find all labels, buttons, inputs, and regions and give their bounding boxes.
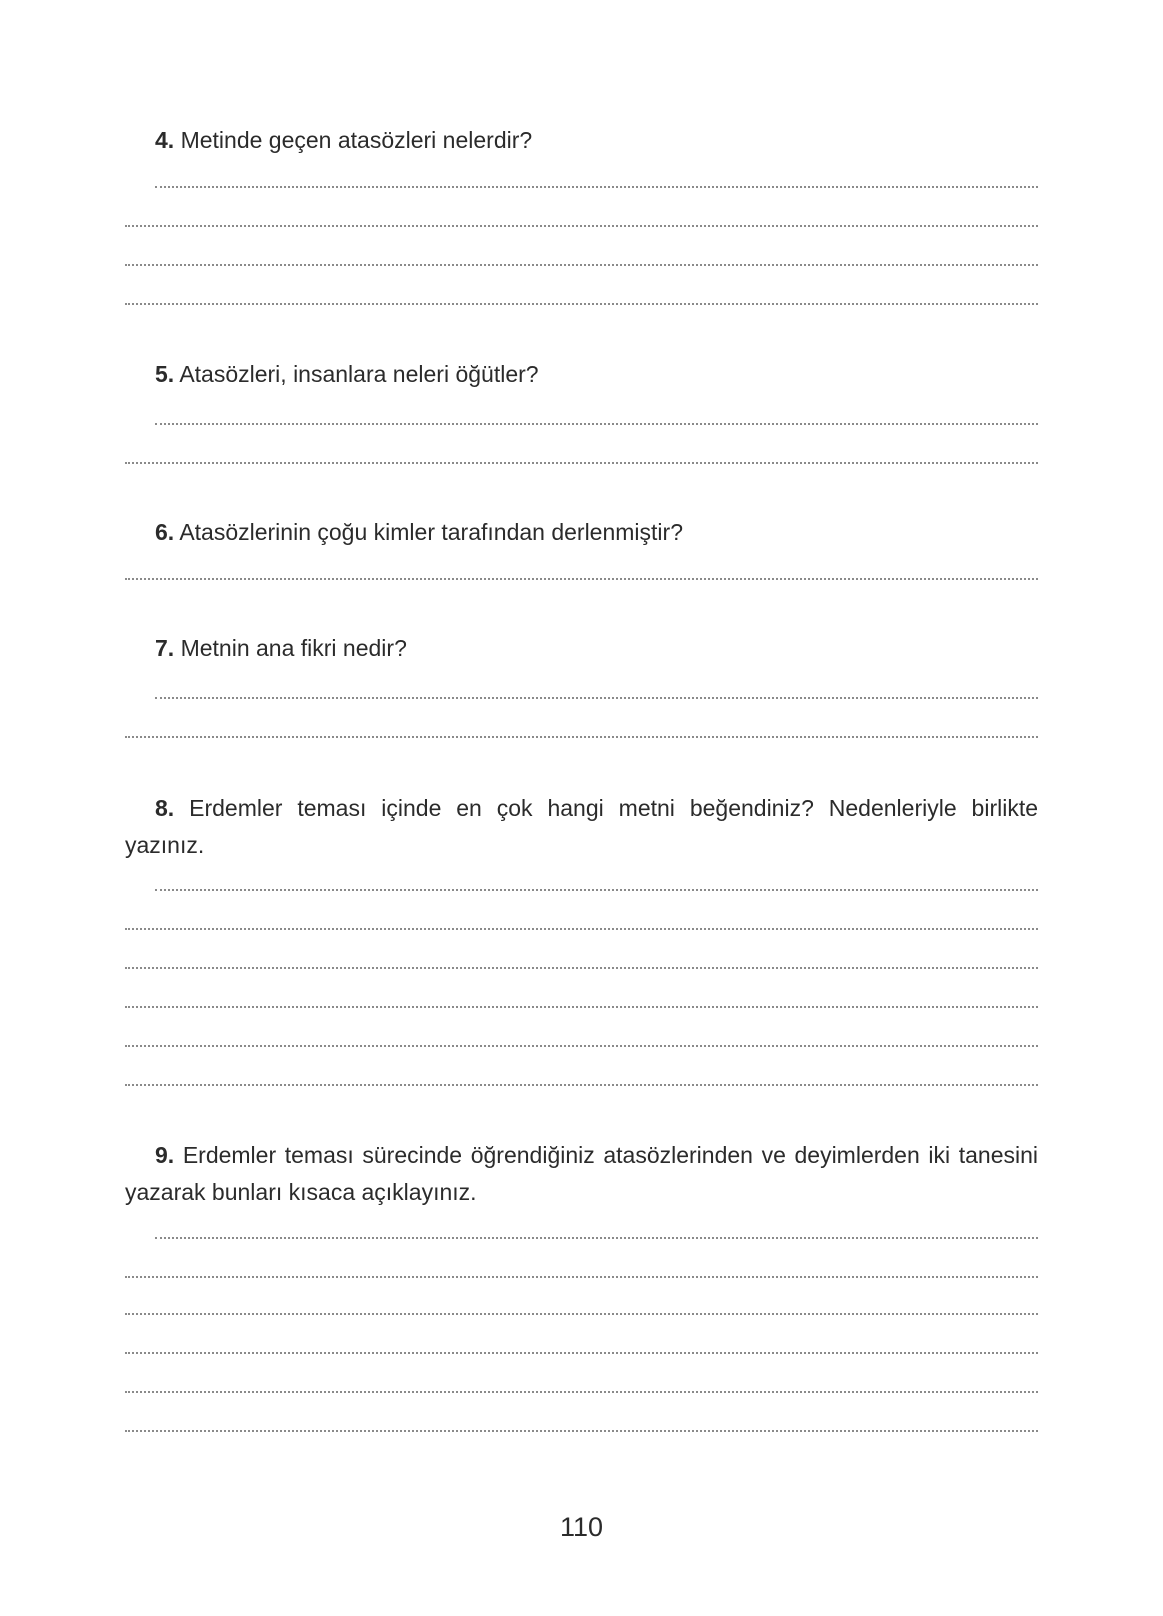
question-number: 4. (155, 127, 175, 153)
question-number: 5. (155, 361, 175, 387)
answer-line[interactable] (155, 186, 1038, 188)
answer-line[interactable] (125, 1430, 1038, 1432)
answer-line[interactable] (155, 697, 1038, 699)
answer-line[interactable] (125, 1352, 1038, 1354)
answer-line[interactable] (125, 736, 1038, 738)
answer-line[interactable] (125, 1006, 1038, 1008)
question-text: Metnin ana fikri nedir? (180, 635, 407, 661)
question-number: 6. (155, 519, 175, 545)
question-number: 7. (155, 635, 175, 661)
answer-line[interactable] (125, 578, 1038, 580)
answer-line[interactable] (125, 967, 1038, 969)
answer-line[interactable] (125, 1084, 1038, 1086)
question-number: 9. (155, 1142, 175, 1168)
answer-line[interactable] (125, 303, 1038, 305)
question-text: Erdemler teması içinde en çok hangi metni beğendiniz? Nedenleriyle birlikte yazınız. (125, 795, 1039, 858)
question-6 (125, 514, 1038, 551)
question-8 (125, 790, 1038, 864)
question-text: Erdemler teması sürecinde öğrendiğiniz atasözlerinden ve deyimlerden iki tanesini yazarak bunları kısaca açıklayınız. (125, 1142, 1038, 1205)
answer-line[interactable] (125, 928, 1038, 930)
answer-line[interactable] (155, 1237, 1038, 1239)
question-text: Atasözlerinin çoğu kimler tarafından derlenmiştir? (179, 519, 683, 545)
answer-line[interactable] (125, 462, 1038, 464)
question-7 (125, 630, 1038, 667)
answer-line[interactable] (125, 1391, 1038, 1393)
answer-line[interactable] (125, 1276, 1038, 1278)
question-text: Atasözleri, insanlara neleri öğütler? (179, 361, 539, 387)
answer-line[interactable] (125, 1045, 1038, 1047)
question-5 (125, 356, 1038, 393)
question-9 (125, 1137, 1038, 1211)
answer-line[interactable] (125, 1313, 1038, 1315)
question-text: Metinde geçen atasözleri nelerdir? (180, 127, 533, 153)
answer-line[interactable] (125, 264, 1038, 266)
question-number: 8. (155, 795, 175, 821)
answer-line[interactable] (155, 889, 1038, 891)
page-number: 110 (559, 1512, 604, 1542)
question-4 (125, 122, 1038, 159)
answer-line[interactable] (125, 225, 1038, 227)
answer-line[interactable] (155, 423, 1038, 425)
